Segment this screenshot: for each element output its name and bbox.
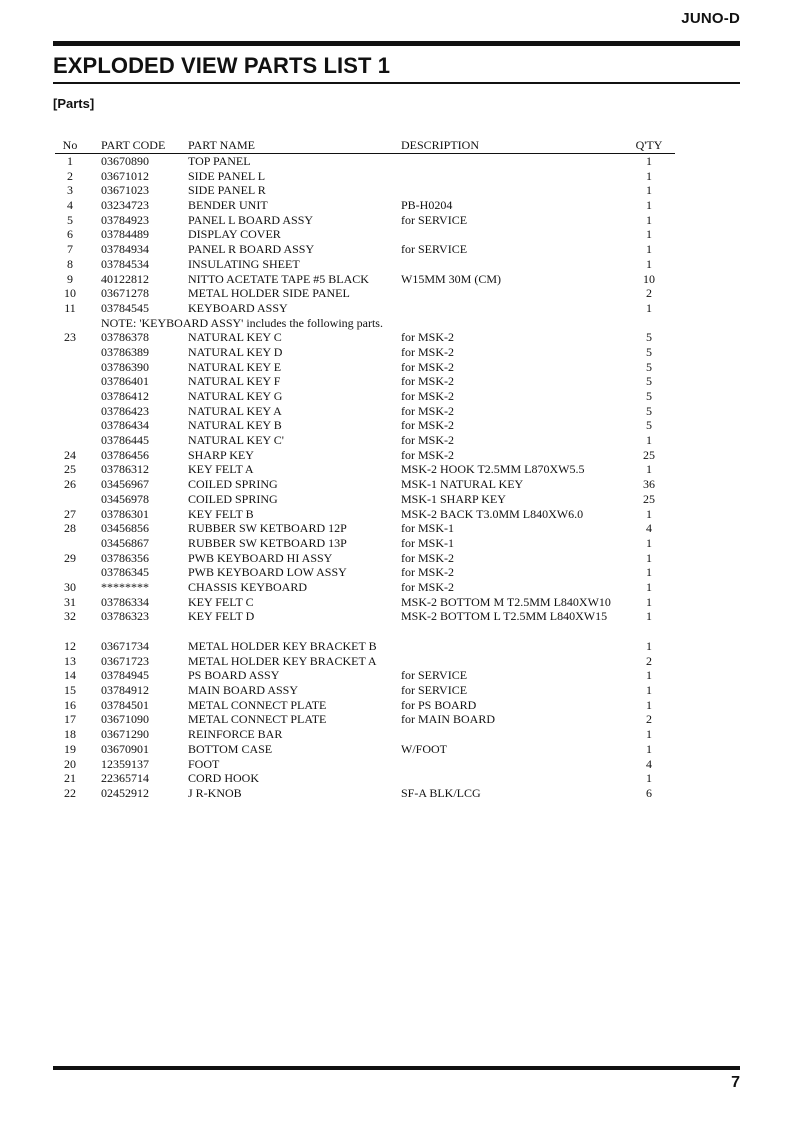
cell-qty: 1 xyxy=(646,565,652,580)
cell-part-code: 40122812 xyxy=(101,271,149,286)
header-qty: Q'TY xyxy=(635,138,663,152)
table-row xyxy=(55,609,675,624)
cell-part-name: TOP PANEL xyxy=(188,154,251,168)
cell-description: for MSK-2 xyxy=(401,344,454,359)
table-row xyxy=(55,595,675,610)
cell-qty: 5 xyxy=(646,418,652,433)
cell-qty: 1 xyxy=(646,212,652,227)
table-row xyxy=(55,257,675,272)
cell-qty: 6 xyxy=(646,785,652,800)
cell-description: for SERVICE xyxy=(401,668,468,683)
cell-qty: 2 xyxy=(646,286,652,301)
cell-description: for MSK-2 xyxy=(401,359,454,374)
cell-no: 4 xyxy=(67,198,73,213)
cell-part-name: PANEL R BOARD ASSY xyxy=(188,242,315,257)
cell-part-name: COILED SPRING xyxy=(188,491,278,506)
table-row xyxy=(55,433,675,448)
cell-qty: 4 xyxy=(646,756,652,771)
table-row xyxy=(55,507,675,522)
cell-qty: 1 xyxy=(646,741,652,756)
cell-part-name: SHARP KEY xyxy=(188,447,254,462)
header-no: No xyxy=(62,138,78,152)
cell-no: 8 xyxy=(67,256,73,271)
cell-qty: 36 xyxy=(643,477,655,492)
table-row xyxy=(55,536,675,551)
cell-part-name: MAIN BOARD ASSY xyxy=(188,683,299,698)
cell-no: 24 xyxy=(64,447,76,462)
table-row xyxy=(55,565,675,580)
cell-part-name: NATURAL KEY F xyxy=(188,374,281,389)
cell-no: 9 xyxy=(67,271,73,286)
cell-qty: 1 xyxy=(646,183,652,198)
table-row xyxy=(55,580,675,595)
cell-part-name: METAL CONNECT PLATE xyxy=(188,712,327,727)
header-part-code: PART CODE xyxy=(101,138,166,152)
table-row xyxy=(55,683,675,698)
cell-no: 20 xyxy=(64,756,76,771)
table-row xyxy=(55,213,675,228)
note-text: NOTE: 'KEYBOARD ASSY' includes the following parts. xyxy=(101,315,383,330)
model-name: JUNO-D xyxy=(681,10,740,27)
cell-part-code: 03786390 xyxy=(101,359,149,374)
section-label: [Parts] xyxy=(53,96,95,111)
cell-no: 16 xyxy=(64,697,76,712)
cell-description: for MSK-2 xyxy=(401,433,454,448)
cell-qty: 1 xyxy=(646,550,652,565)
cell-qty: 1 xyxy=(646,535,652,550)
cell-description: for PS BOARD xyxy=(401,697,477,712)
cell-description: for MSK-2 xyxy=(401,447,454,462)
cell-qty: 1 xyxy=(646,683,652,698)
cell-part-code: 03786323 xyxy=(101,609,149,624)
cell-part-code: 03671290 xyxy=(101,727,149,742)
cell-description: W/FOOT xyxy=(401,741,447,756)
cell-description: for MSK-2 xyxy=(401,403,454,418)
cell-part-name: INSULATING SHEET xyxy=(188,256,300,271)
cell-no: 29 xyxy=(64,550,76,565)
table-row xyxy=(55,272,675,287)
cell-no: 17 xyxy=(64,712,76,727)
cell-qty: 1 xyxy=(646,256,652,271)
table-row xyxy=(55,698,675,713)
cell-part-code: 03786301 xyxy=(101,506,149,521)
table-row xyxy=(55,418,675,433)
cell-part-name: KEY FELT D xyxy=(188,609,255,624)
cell-no: 18 xyxy=(64,727,76,742)
cell-part-code: 03786378 xyxy=(101,330,149,345)
cell-description: for SERVICE xyxy=(401,242,468,257)
cell-part-name: KEY FELT C xyxy=(188,594,254,609)
cell-qty: 5 xyxy=(646,344,652,359)
cell-part-name: NATURAL KEY C xyxy=(188,330,282,345)
table-row xyxy=(55,477,675,492)
cell-qty: 2 xyxy=(646,653,652,668)
cell-qty: 1 xyxy=(646,579,652,594)
cell-qty: 1 xyxy=(646,227,652,242)
table-row xyxy=(55,786,675,801)
cell-part-code: 03784545 xyxy=(101,300,149,315)
cell-part-code: 03786356 xyxy=(101,550,149,565)
top-rule xyxy=(53,41,740,46)
cell-qty: 1 xyxy=(646,300,652,315)
cell-part-name: NATURAL KEY A xyxy=(188,403,282,418)
cell-part-code: 03670890 xyxy=(101,154,149,168)
cell-part-code: ******** xyxy=(101,579,149,594)
cell-no: 31 xyxy=(64,594,76,609)
cell-part-name: SIDE PANEL L xyxy=(188,168,266,183)
cell-part-name: NATURAL KEY D xyxy=(188,344,283,359)
cell-part-name: METAL HOLDER SIDE PANEL xyxy=(188,286,350,301)
cell-part-code: 03671012 xyxy=(101,168,149,183)
table-row xyxy=(55,727,675,742)
cell-no: 7 xyxy=(67,242,73,257)
cell-part-name: PS BOARD ASSY xyxy=(188,668,280,683)
cell-part-name: BENDER UNIT xyxy=(188,198,268,213)
cell-qty: 1 xyxy=(646,198,652,213)
cell-description: MSK-2 BACK T3.0MM L840XW6.0 xyxy=(401,506,584,521)
table-row xyxy=(55,345,675,360)
table-row xyxy=(55,551,675,566)
cell-qty: 5 xyxy=(646,359,652,374)
cell-part-name: NATURAL KEY B xyxy=(188,418,282,433)
table-row xyxy=(55,242,675,257)
cell-part-code: 03784934 xyxy=(101,242,149,257)
table-row xyxy=(55,712,675,727)
cell-part-code: 03784945 xyxy=(101,668,149,683)
cell-part-name: J R-KNOB xyxy=(188,785,242,800)
cell-no: 23 xyxy=(64,330,76,345)
table-row xyxy=(55,169,675,184)
cell-description: MSK-2 HOOK T2.5MM L870XW5.5 xyxy=(401,462,585,477)
cell-qty: 1 xyxy=(646,609,652,624)
cell-qty: 1 xyxy=(646,433,652,448)
cell-part-code: 12359137 xyxy=(101,756,149,771)
page-title: EXPLODED VIEW PARTS LIST 1 xyxy=(53,53,391,78)
cell-no: 13 xyxy=(64,653,76,668)
cell-part-name: CORD HOOK xyxy=(188,771,260,786)
cell-qty: 1 xyxy=(646,771,652,786)
cell-part-name: RUBBER SW KETBOARD 12P xyxy=(188,521,347,536)
cell-part-code: 03784501 xyxy=(101,697,149,712)
cell-description: for SERVICE xyxy=(401,212,468,227)
table-row xyxy=(55,492,675,507)
table-header xyxy=(55,138,675,154)
cell-part-code: 03786401 xyxy=(101,374,149,389)
cell-no: 30 xyxy=(64,579,76,594)
cell-part-name: COILED SPRING xyxy=(188,477,278,492)
table-row xyxy=(55,286,675,301)
cell-part-code: 03786445 xyxy=(101,433,149,448)
cell-part-code: 03786334 xyxy=(101,594,149,609)
table-row xyxy=(55,448,675,463)
cell-description: W15MM 30M (CM) xyxy=(401,271,502,286)
table-row xyxy=(55,521,675,536)
cell-part-name: PWB KEYBOARD LOW ASSY xyxy=(188,565,347,580)
cell-part-code: 03786312 xyxy=(101,462,149,477)
bottom-rule xyxy=(53,1066,740,1070)
cell-no: 5 xyxy=(67,212,73,227)
cell-no: 6 xyxy=(67,227,73,242)
table-row xyxy=(55,227,675,242)
table-row xyxy=(55,757,675,772)
cell-part-code: 03671734 xyxy=(101,639,149,653)
cell-part-code: 03234723 xyxy=(101,198,149,213)
table-row xyxy=(55,154,675,169)
cell-part-name: NATURAL KEY E xyxy=(188,359,282,374)
cell-qty: 1 xyxy=(646,168,652,183)
cell-no: 28 xyxy=(64,521,76,536)
cell-qty: 25 xyxy=(643,491,655,506)
cell-description: for MSK-2 xyxy=(401,418,454,433)
cell-no: 12 xyxy=(64,639,76,653)
cell-part-name: DISPLAY COVER xyxy=(188,227,281,242)
table-row xyxy=(55,639,675,654)
table-row xyxy=(55,301,675,316)
cell-part-name: FOOT xyxy=(188,756,220,771)
cell-part-name: KEY FELT A xyxy=(188,462,254,477)
cell-no: 21 xyxy=(64,771,76,786)
page-number: 7 xyxy=(731,1074,740,1091)
cell-description: MSK-1 SHARP KEY xyxy=(401,491,506,506)
header-part-name: PART NAME xyxy=(188,138,255,152)
cell-qty: 10 xyxy=(643,271,655,286)
cell-part-name: KEYBOARD ASSY xyxy=(188,300,288,315)
cell-description: for MSK-1 xyxy=(401,521,454,536)
cell-no: 15 xyxy=(64,683,76,698)
cell-qty: 5 xyxy=(646,389,652,403)
cell-no: 2 xyxy=(67,168,73,183)
cell-no: 27 xyxy=(64,506,76,521)
cell-description: SF-A BLK/LCG xyxy=(401,785,481,800)
cell-part-code: 03784489 xyxy=(101,227,149,242)
cell-no: 25 xyxy=(64,462,76,477)
cell-description: MSK-2 BOTTOM M T2.5MM L840XW10 xyxy=(401,594,611,609)
cell-no: 1 xyxy=(67,154,73,168)
cell-qty: 1 xyxy=(646,242,652,257)
table-row xyxy=(55,330,675,345)
cell-part-code: 03786412 xyxy=(101,389,149,403)
cell-part-code: 03786345 xyxy=(101,565,149,580)
cell-qty: 1 xyxy=(646,594,652,609)
cell-part-name: CHASSIS KEYBOARD xyxy=(188,579,308,594)
cell-description: for MAIN BOARD xyxy=(401,712,495,727)
cell-part-name: REINFORCE BAR xyxy=(188,727,283,742)
table-row xyxy=(55,374,675,389)
cell-no: 10 xyxy=(64,286,76,301)
cell-qty: 1 xyxy=(646,727,652,742)
cell-part-code: 03671023 xyxy=(101,183,149,198)
table-row xyxy=(55,742,675,757)
cell-description: for MSK-2 xyxy=(401,579,454,594)
cell-no: 11 xyxy=(64,300,76,315)
cell-description: for SERVICE xyxy=(401,683,468,698)
cell-qty: 1 xyxy=(646,462,652,477)
table-row xyxy=(55,771,675,786)
cell-part-code: 22365714 xyxy=(101,771,149,786)
cell-no: 32 xyxy=(64,609,76,624)
table-row xyxy=(55,668,675,683)
cell-no: 22 xyxy=(64,785,76,800)
cell-qty: 25 xyxy=(643,447,655,462)
cell-part-name: RUBBER SW KETBOARD 13P xyxy=(188,535,347,550)
cell-part-code: 03786389 xyxy=(101,344,149,359)
cell-qty: 5 xyxy=(646,374,652,389)
cell-description: for MSK-2 xyxy=(401,389,454,403)
cell-qty: 5 xyxy=(646,330,652,345)
cell-part-name: NATURAL KEY G xyxy=(188,389,283,403)
cell-description: MSK-2 BOTTOM L T2.5MM L840XW15 xyxy=(401,609,608,624)
cell-qty: 1 xyxy=(646,506,652,521)
cell-part-name: BOTTOM CASE xyxy=(188,741,273,756)
table-note xyxy=(55,316,675,331)
cell-part-code: 03456867 xyxy=(101,535,149,550)
cell-part-code: 03670901 xyxy=(101,741,149,756)
cell-description: MSK-1 NATURAL KEY xyxy=(401,477,524,492)
cell-description: for MSK-2 xyxy=(401,550,454,565)
cell-part-name: PANEL L BOARD ASSY xyxy=(188,212,314,227)
cell-description: for MSK-2 xyxy=(401,330,454,345)
cell-part-code: 02452912 xyxy=(101,785,149,800)
cell-qty: 1 xyxy=(646,668,652,683)
cell-description: PB-H0204 xyxy=(401,198,453,213)
cell-description: for MSK-2 xyxy=(401,374,454,389)
cell-part-code: 03786423 xyxy=(101,403,149,418)
cell-part-code: 03786456 xyxy=(101,447,149,462)
cell-part-name: METAL CONNECT PLATE xyxy=(188,697,327,712)
cell-description: for MSK-2 xyxy=(401,565,454,580)
cell-no: 3 xyxy=(67,183,73,198)
cell-part-code: 03784534 xyxy=(101,256,149,271)
cell-part-name: NITTO ACETATE TAPE #5 BLACK xyxy=(188,271,369,286)
table-row xyxy=(55,389,675,404)
table-row xyxy=(55,404,675,419)
table-row xyxy=(55,462,675,477)
cell-part-code: 03456967 xyxy=(101,477,149,492)
cell-part-name: PWB KEYBOARD HI ASSY xyxy=(188,550,333,565)
cell-qty: 1 xyxy=(646,154,652,168)
cell-qty: 5 xyxy=(646,403,652,418)
cell-part-code: 03671278 xyxy=(101,286,149,301)
cell-part-code: 03671723 xyxy=(101,653,149,668)
cell-no: 26 xyxy=(64,477,76,492)
cell-part-code: 03784912 xyxy=(101,683,149,698)
cell-part-code: 03456978 xyxy=(101,491,149,506)
cell-part-name: SIDE PANEL R xyxy=(188,183,266,198)
cell-part-code: 03671090 xyxy=(101,712,149,727)
row-spacer xyxy=(55,624,675,639)
cell-part-name: NATURAL KEY C' xyxy=(188,433,284,448)
cell-description: for MSK-1 xyxy=(401,535,454,550)
cell-part-name: KEY FELT B xyxy=(188,506,254,521)
header-description: DESCRIPTION xyxy=(401,138,480,152)
table-row xyxy=(55,654,675,669)
table-row xyxy=(55,198,675,213)
cell-no: 19 xyxy=(64,741,76,756)
parts-table xyxy=(55,138,675,801)
cell-part-code: 03784923 xyxy=(101,212,149,227)
cell-part-code: 03786434 xyxy=(101,418,149,433)
cell-part-name: METAL HOLDER KEY BRACKET A xyxy=(188,653,377,668)
cell-qty: 1 xyxy=(646,639,652,653)
cell-no: 14 xyxy=(64,668,76,683)
cell-part-code: 03456856 xyxy=(101,521,149,536)
cell-qty: 2 xyxy=(646,712,652,727)
table-row xyxy=(55,360,675,375)
title-rule xyxy=(53,82,740,84)
cell-part-name: METAL HOLDER KEY BRACKET B xyxy=(188,639,377,653)
cell-qty: 1 xyxy=(646,697,652,712)
cell-qty: 4 xyxy=(646,521,652,536)
table-row xyxy=(55,183,675,198)
